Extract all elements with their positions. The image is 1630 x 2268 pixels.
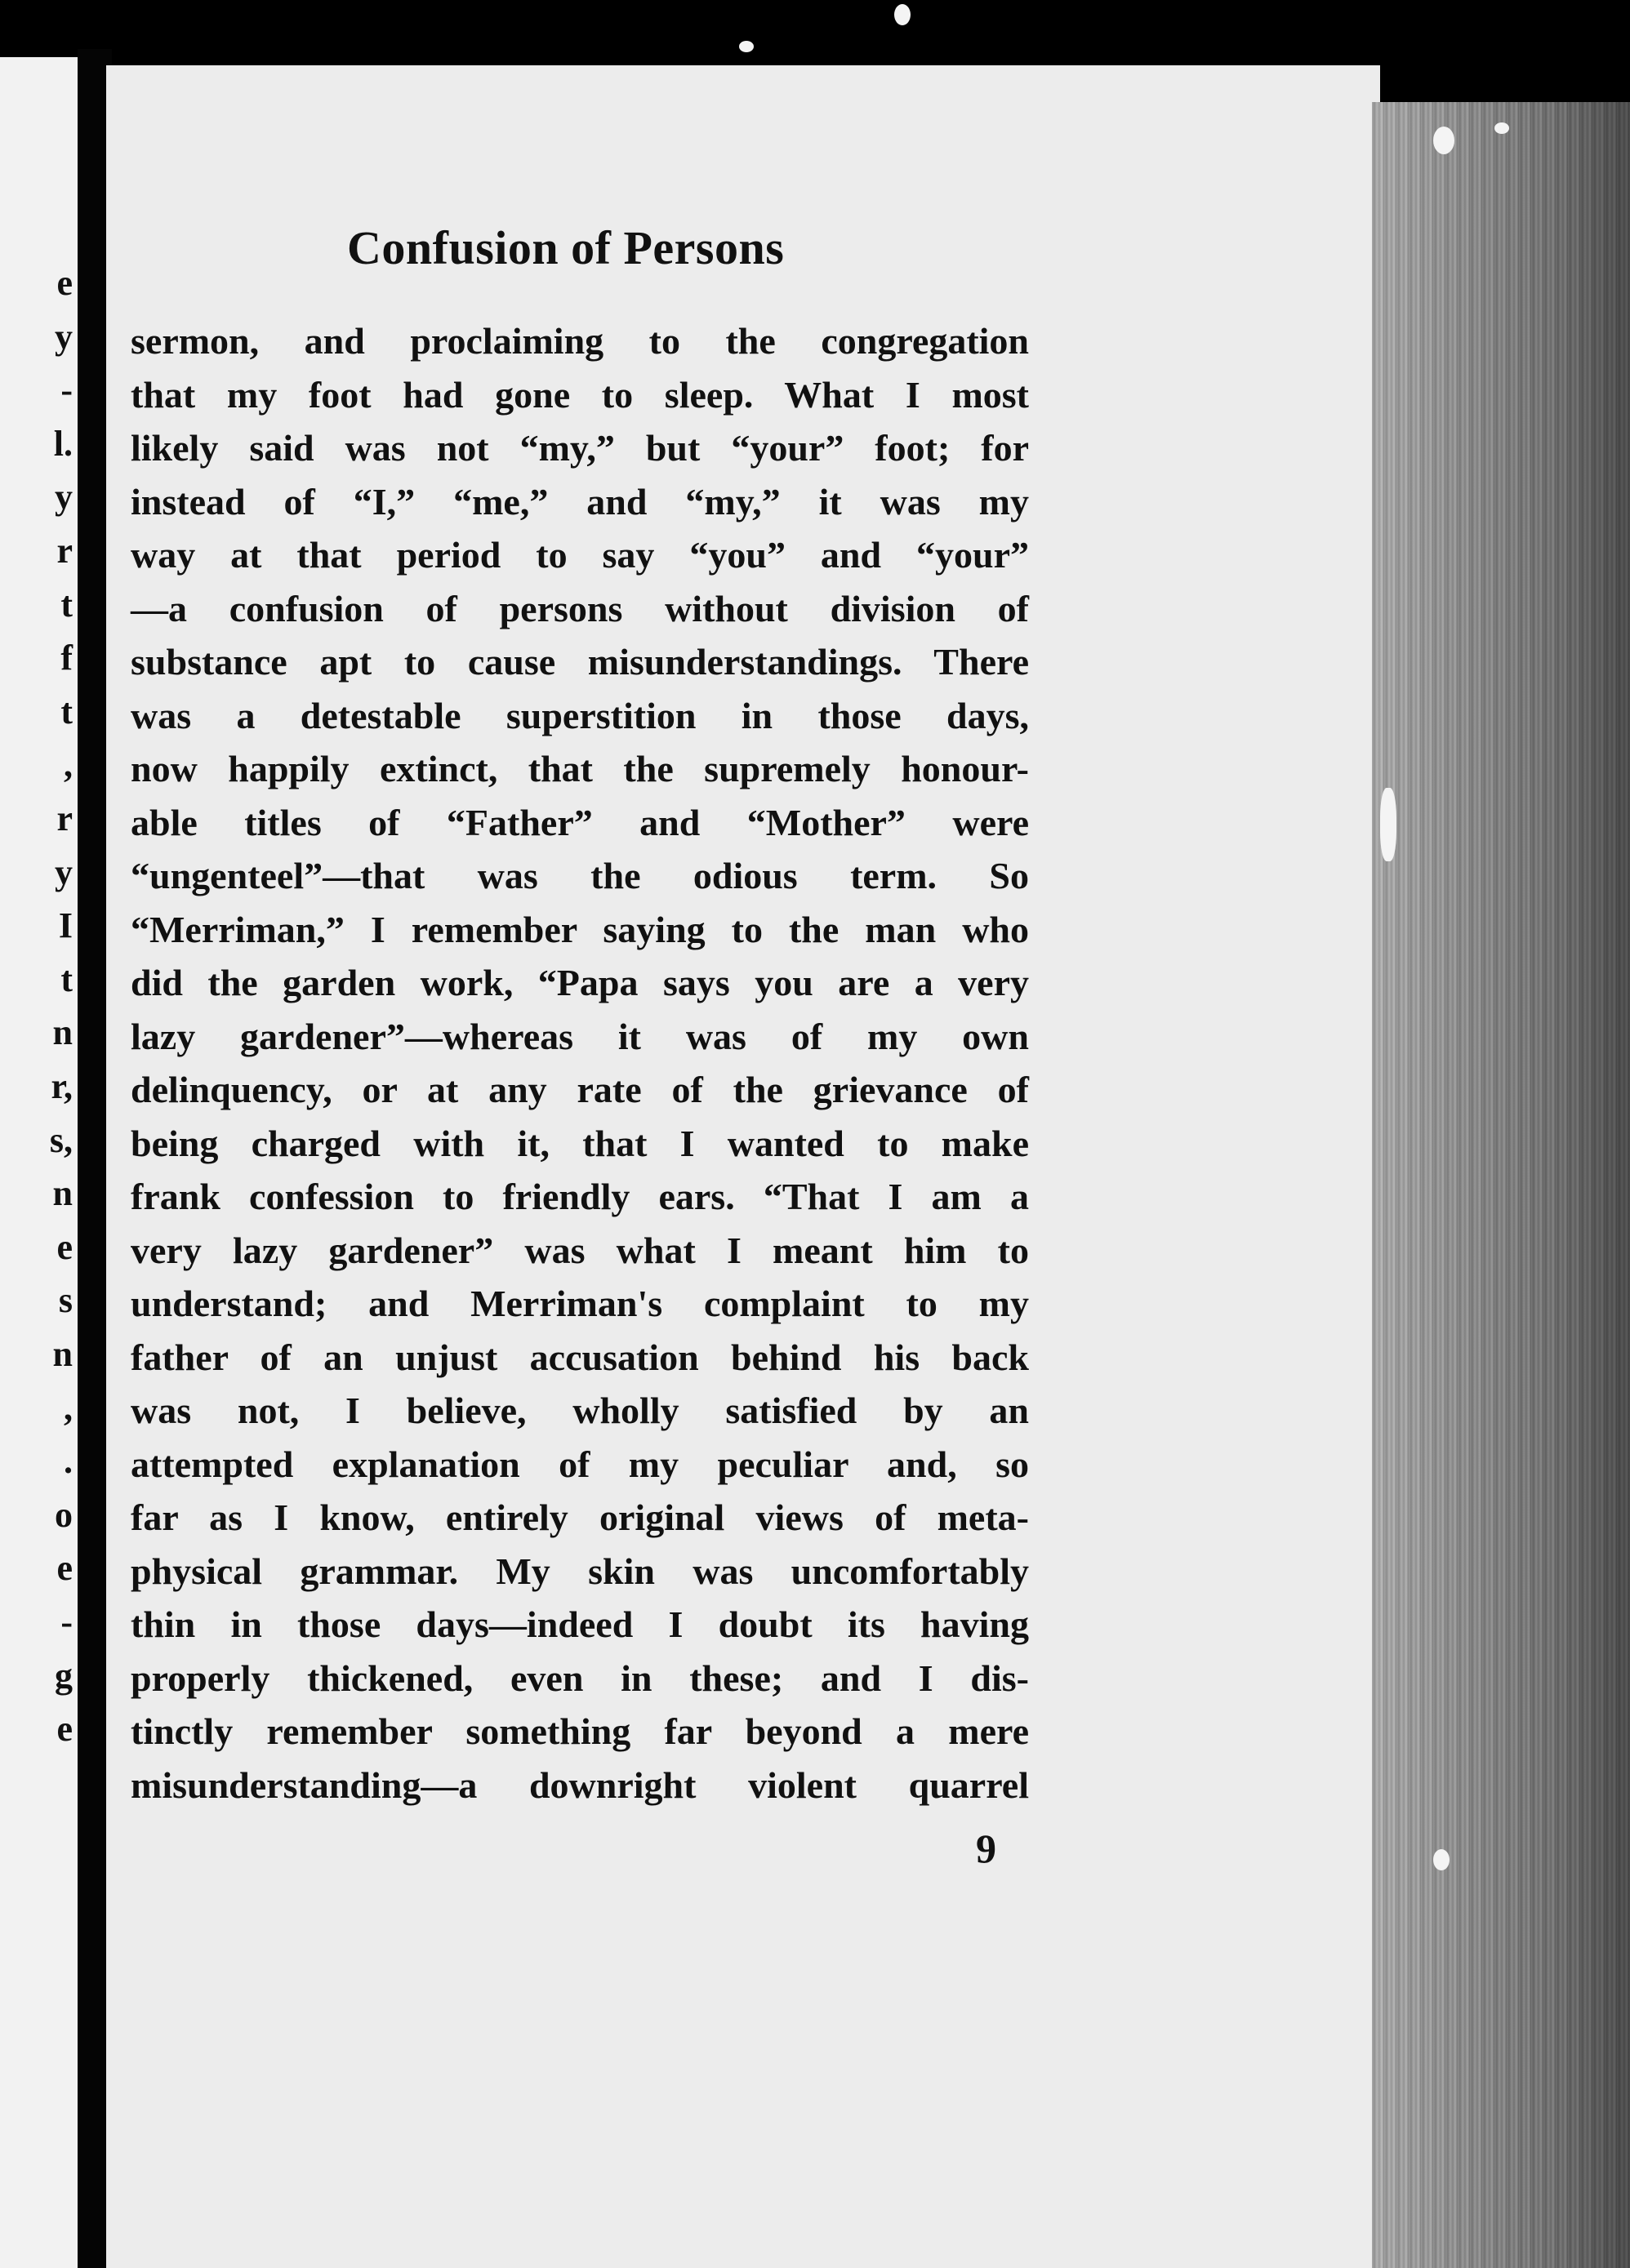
text-line: frank confession to friendly ears. “That I am a [131, 1176, 1029, 1217]
text-line: tinctly remember something far beyond a mere [131, 1710, 1029, 1752]
previous-page-line-end: n [52, 1012, 73, 1053]
text-line: that my foot had gone to sleep. What I most [131, 373, 1029, 416]
text-line: was not, I believe, wholly satisfied by an [131, 1390, 1029, 1431]
text-line: delinquency, or at any rate of the grievance of [131, 1069, 1029, 1110]
text-line: instead of “I,” “me,” and “my,” it was my [131, 480, 1029, 523]
previous-page-line-end: y [55, 477, 73, 518]
text-line: able titles of “Father” and “Mother” were [131, 801, 1029, 843]
text-line: way at that period to say “you” and “your” [131, 534, 1029, 576]
dust-speck [1433, 1849, 1450, 1870]
text-line: very lazy gardener” was what I meant him to [131, 1229, 1029, 1271]
previous-page-line-end: l. [53, 423, 73, 464]
running-head [204, 220, 1266, 275]
previous-page-line-end: o [55, 1494, 73, 1535]
previous-page-line-end: g [55, 1655, 73, 1696]
text-line: “Merriman,” I remember saying to the man who [131, 908, 1029, 950]
previous-page-line-end: - [60, 1602, 73, 1642]
previous-page-line-end: - [60, 370, 73, 411]
previous-page-line-end: , [64, 745, 73, 785]
previous-page-line-end: s [58, 1280, 73, 1321]
text-line: physical grammar. My skin was uncomfortably [131, 1550, 1029, 1592]
text-line: did the garden work, “Papa says you are a very [131, 962, 1029, 1003]
page-number: 9 [976, 1826, 996, 1871]
text-line: attempted explanation of my peculiar and, so [131, 1443, 1029, 1485]
previous-page-line-end: . [64, 1441, 73, 1482]
previous-page-line-end: y [55, 852, 73, 892]
previous-page-fragment [0, 57, 78, 2268]
previous-page-line-end: t [60, 584, 73, 625]
previous-page-line-end: n [52, 1334, 73, 1374]
text-line: being charged with it, that I wanted to make [131, 1122, 1029, 1164]
previous-page-line-end: f [60, 638, 73, 678]
previous-page-line-end: e [56, 1709, 73, 1750]
previous-page-line-end: y [55, 316, 73, 357]
previous-page-line-end: e [56, 1226, 73, 1267]
text-line: substance apt to cause misunderstandings. There [131, 641, 1029, 683]
previous-page-line-end: r, [51, 1066, 73, 1106]
dust-speck [1433, 127, 1454, 154]
text-line: father of an unjust accusation behind his back [131, 1336, 1029, 1378]
running-head-text: Confusion of Persons [347, 221, 785, 274]
previous-page-line-end: e [56, 1548, 73, 1589]
text-line: lazy gardener”—whereas it was of my own [131, 1015, 1029, 1057]
previous-page-line-end: I [58, 905, 73, 946]
text-line: “ungenteel”—that was the odious term. So [131, 855, 1029, 896]
text-line: —a confusion of persons without division of [131, 587, 1029, 629]
text-line: was a detestable superstition in those days, [131, 694, 1029, 736]
previous-page-line-end: , [64, 1387, 73, 1428]
dust-speck [1494, 122, 1509, 134]
text-line: thin in those days—indeed I doubt its having [131, 1603, 1029, 1645]
text-line: understand; and Merriman's complaint to my [131, 1283, 1029, 1324]
dust-speck [1380, 788, 1396, 861]
previous-page-line-end: t [60, 691, 73, 732]
previous-page-line-end: e [56, 263, 73, 303]
text-line: properly thickened, even in these; and I dis- [131, 1657, 1029, 1699]
dust-speck [739, 41, 754, 52]
previous-page-line-end: r [56, 798, 73, 838]
text-line: now happily extinct, that the supremely honour- [131, 748, 1029, 789]
text-line: likely said was not “my,” but “your” foot; for [131, 427, 1029, 469]
previous-page-line-end: r [56, 531, 73, 571]
text-line: misunderstanding—a downright violent quarrel [131, 1763, 1029, 1806]
body-text [131, 314, 1029, 1812]
text-line: far as I know, entirely original views of meta- [131, 1496, 1029, 1538]
previous-page-line-end: s, [49, 1119, 73, 1160]
text-line: sermon, and proclaiming to the congregation [131, 320, 1029, 362]
page-edges [1372, 102, 1630, 2268]
dust-speck [894, 4, 911, 25]
previous-page-line-end: t [60, 958, 73, 999]
previous-page-line-end: n [52, 1173, 73, 1214]
